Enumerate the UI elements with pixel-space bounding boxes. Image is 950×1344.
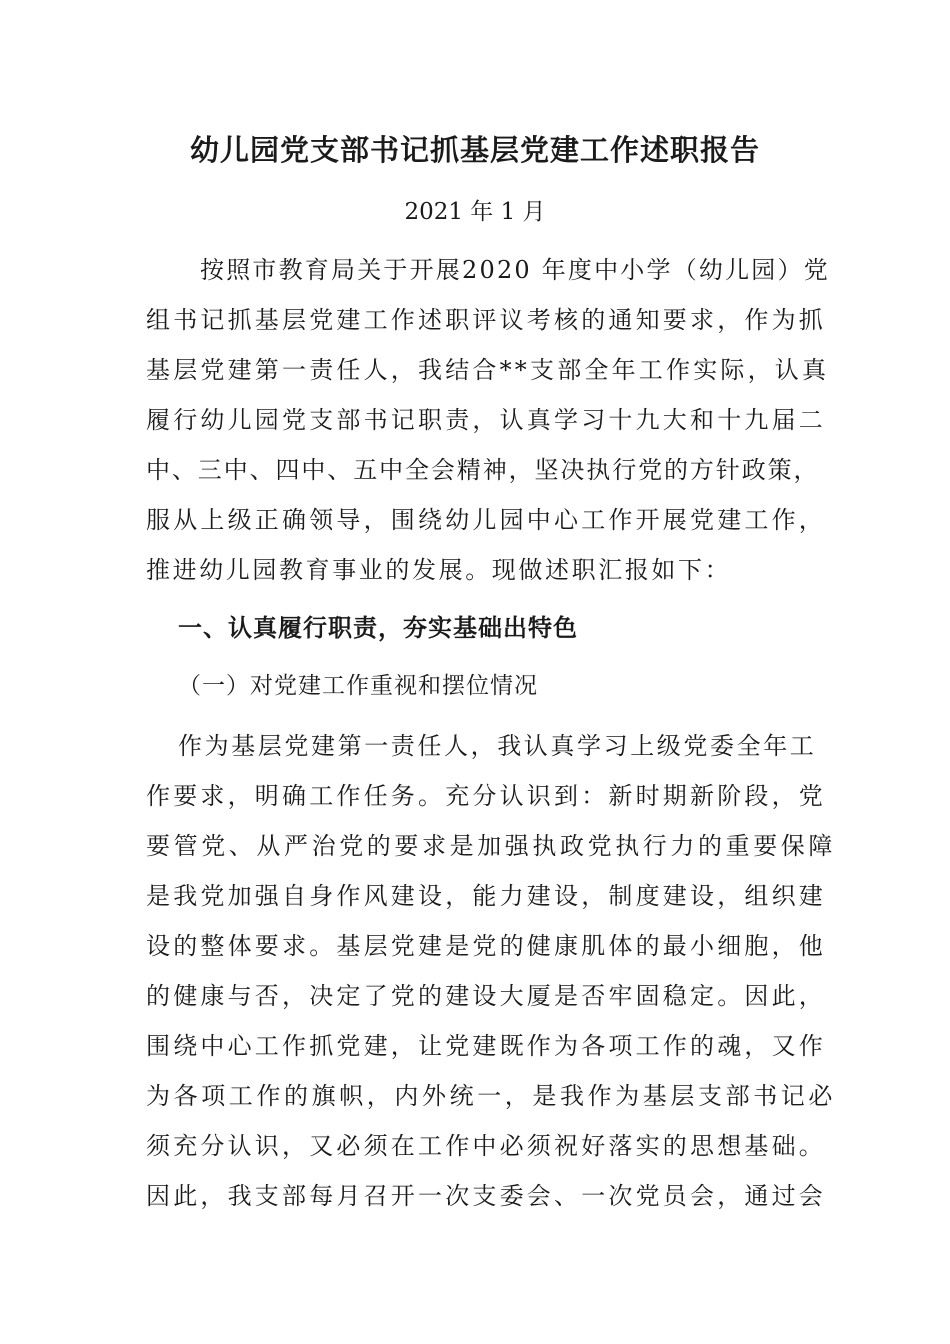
body-line: 须充分认识，又必须在工作中必须祝好落实的思想基础。 — [146, 1132, 826, 1160]
intro-line: 按照市教育局关于开展2020 年度中小学（幼儿园）党 — [200, 256, 830, 284]
body-line: 的健康与否，决定了党的建设大厦是否牢固稳定。因此， — [146, 982, 826, 1010]
intro-line: 组书记抓基层党建工作述职评议考核的通知要求，作为抓 — [146, 306, 826, 334]
intro-line: 推进幼儿园教育事业的发展。现做述职汇报如下： — [146, 556, 732, 584]
body-line: 为各项工作的旗帜，内外统一，是我作为基层支部书记必 — [146, 1082, 836, 1110]
body-line: 作为基层党建第一责任人，我认真学习上级党委全年工 — [178, 732, 817, 760]
document-date: 2021 年 1 月 — [404, 199, 546, 225]
document-title: 幼儿园党支部书记抓基层党建工作述职报告 — [189, 133, 760, 167]
body-line: 作要求，明确工作任务。充分认识到：新时期新阶段，党 — [146, 782, 826, 810]
intro-line: 服从上级正确领导，围绕幼儿园中心工作开展党建工作， — [146, 506, 826, 534]
subsection-heading: （一）对党建工作重视和摆位情况 — [178, 673, 538, 699]
intro-line: 基层党建第一责任人，我结合**支部全年工作实际，认真 — [146, 356, 830, 384]
intro-line: 中、三中、四中、五中全会精神，坚决执行党的方针政策， — [146, 456, 820, 484]
body-line: 因此，我支部每月召开一次支委会、一次党员会，通过会 — [146, 1182, 826, 1210]
body-line: 是我党加强自身作风建设，能力建设，制度建设，组织建 — [146, 882, 826, 910]
body-line: 设的整体要求。基层党建是党的健康肌体的最小细胞，他 — [146, 932, 826, 960]
section-heading: 一、认真履行职责，夯实基础出特色 — [178, 614, 578, 642]
intro-line: 履行幼儿园党支部书记职责，认真学习十九大和十九届二 — [146, 406, 826, 434]
body-line: 要管党、从严治党的要求是加强执政党执行力的重要保障 — [146, 832, 836, 860]
body-line: 围绕中心工作抓党建，让党建既作为各项工作的魂，又作 — [146, 1032, 826, 1060]
